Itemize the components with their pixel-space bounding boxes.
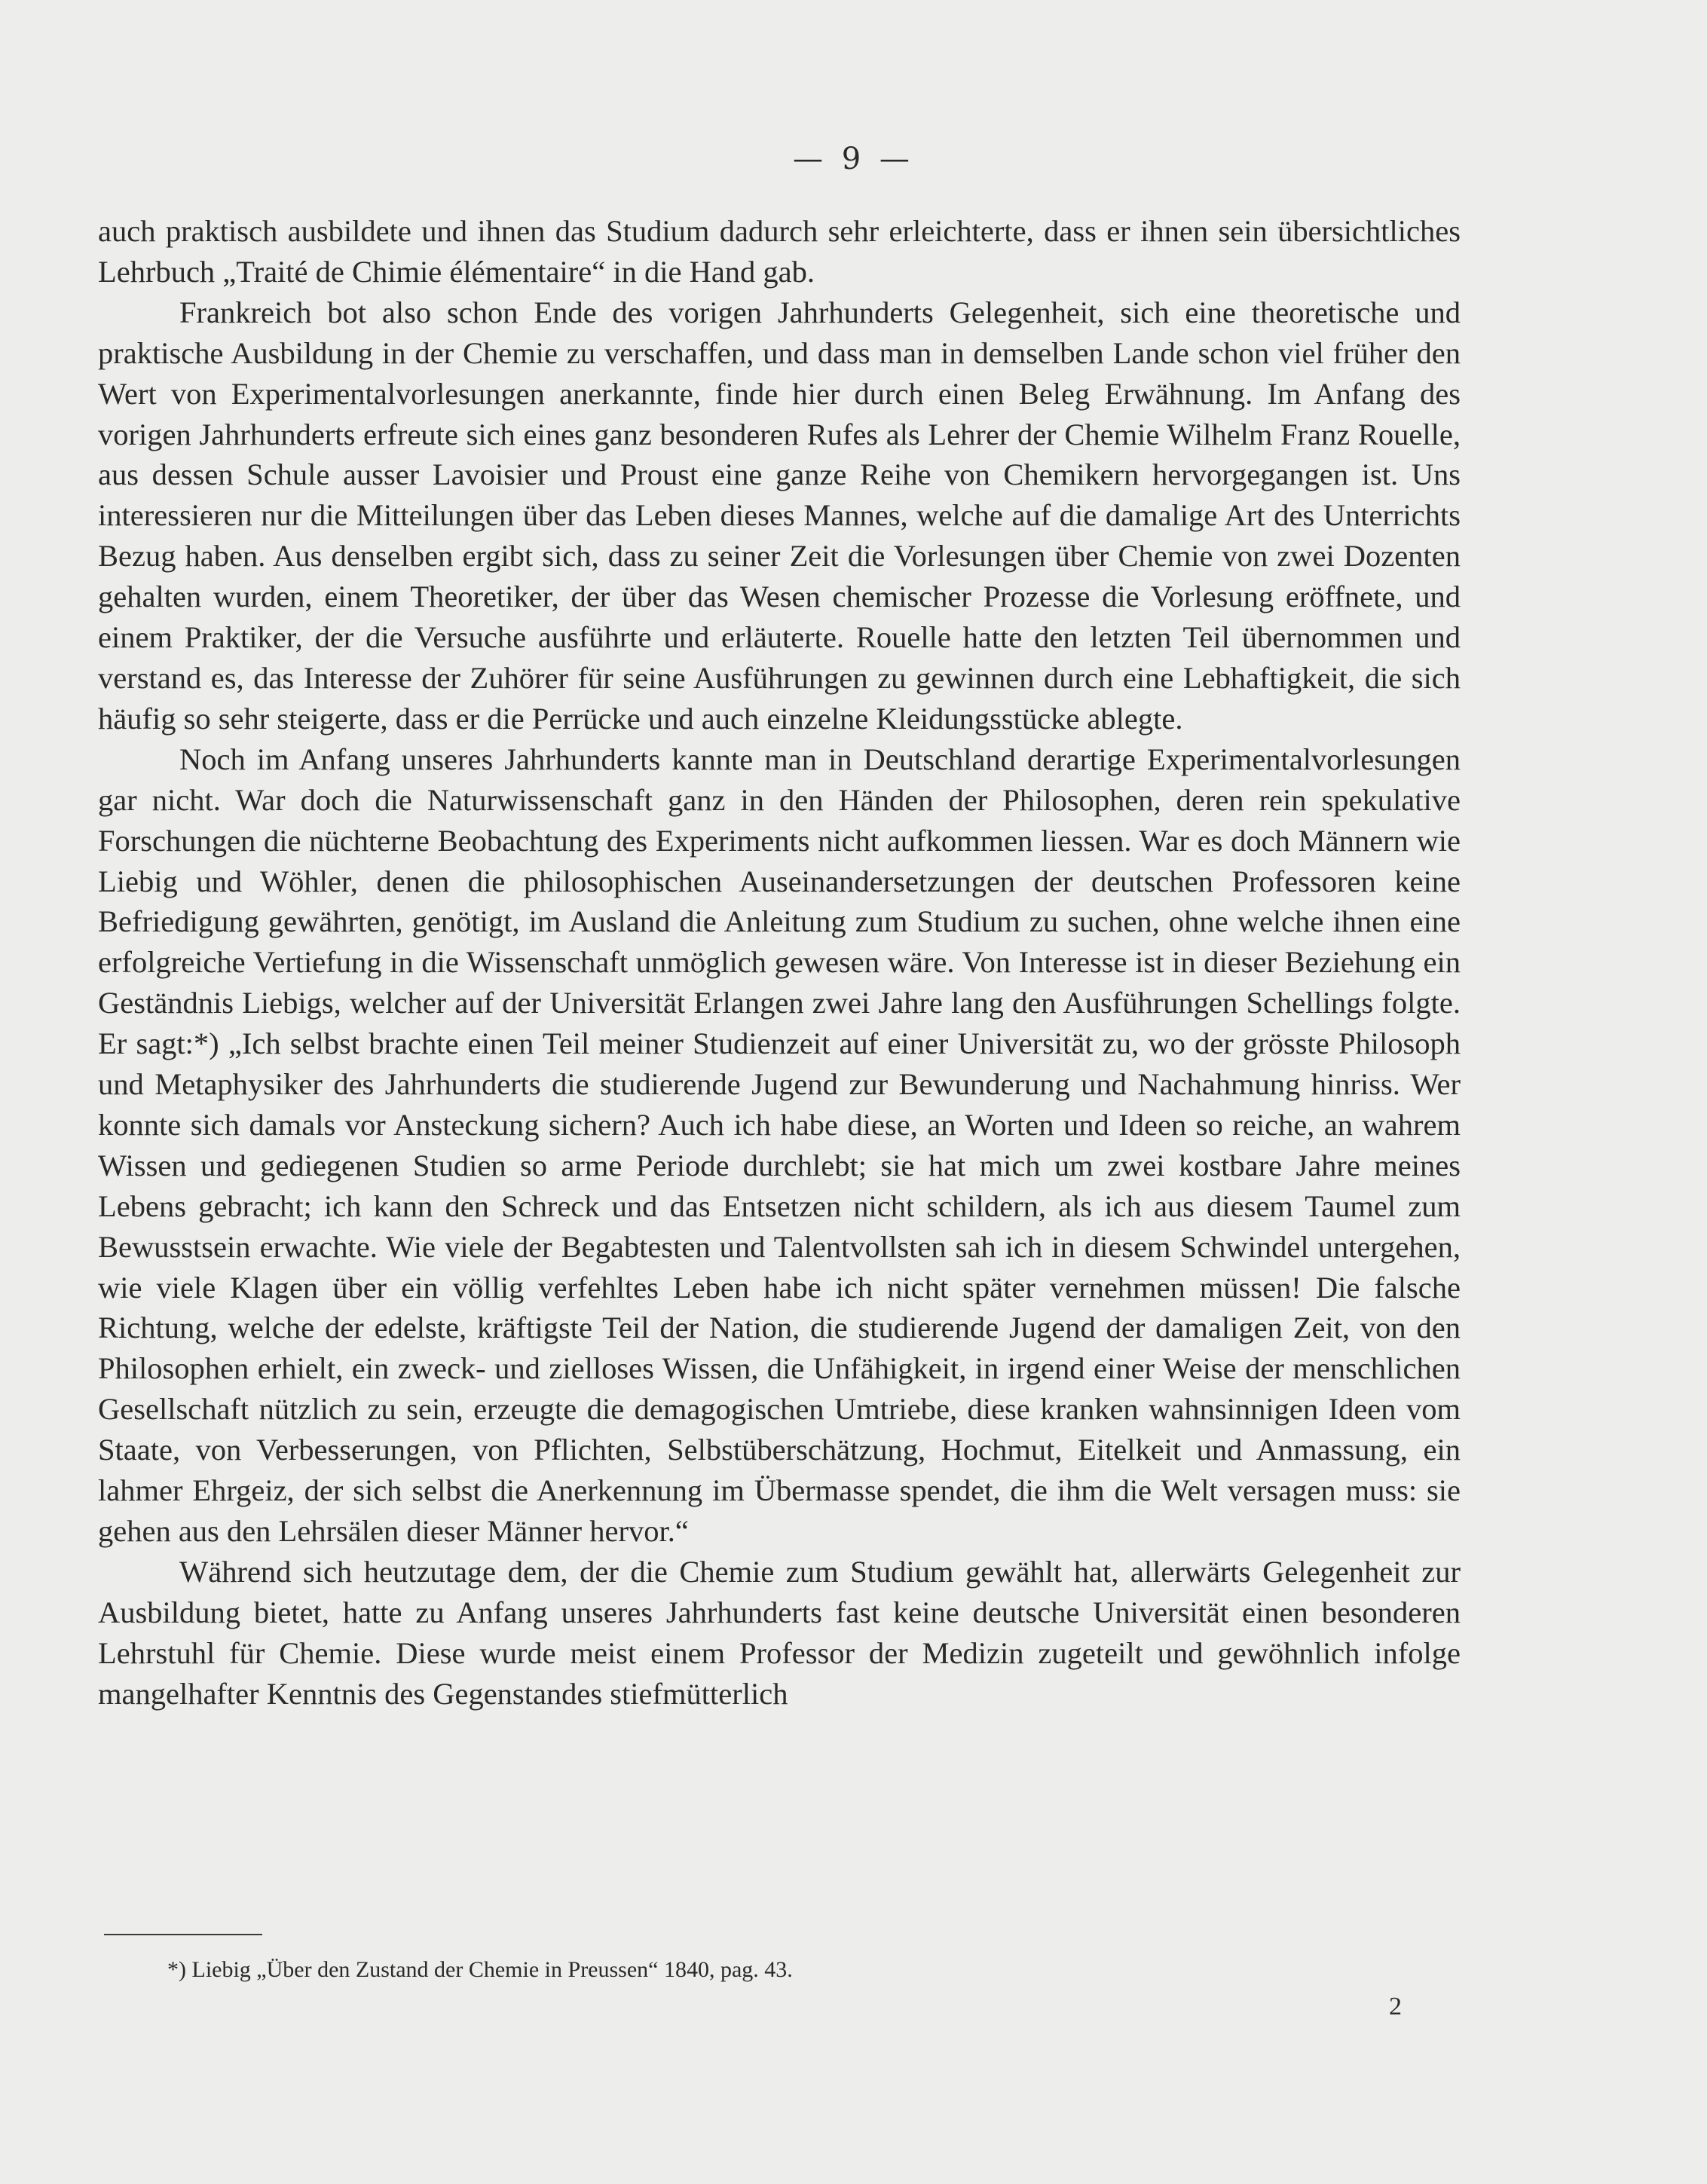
paragraph-liebig-quote: Noch im Anfang unseres Jahrhunderts kannte man in Deutschland derartige Experimentalvorlesungen gar nicht. War doch die Naturwissenschaft ganz in den Händen der Philosophen, deren rein spekulative Forschungen die nüchterne Beobachtung des Experiments nicht aufkommen liessen. War es doch Männern wie Liebig und Wöhler, denen die philosophischen Auseinandersetzungen der deutschen Professoren keine Befriedigung gewährten, genötigt, im Ausland die Anleitung zum Studium zu suchen, ohne welche ihnen eine erfolgreiche Vertiefung in die Wissenschaft unmöglich gewesen wäre. Von Interesse ist in dieser Beziehung ein Geständnis Liebigs, welcher auf der Universität Erlangen zwei Jahre lang den Ausführungen Schellings folgte. Er sagt:*) „Ich selbst brachte einen Teil meiner Studienzeit auf einer Universität zu, wo der grösste Philosoph und Metaphysiker des Jahrhunderts die studierende Jugend zur Bewunderung und Nachahmung hinriss. Wer konnte sich damals vor Ansteckung sichern? Auch ich habe diese, an Worten und Ideen so reiche, an wahrem Wissen und gediegenen Studien so arme Periode durchlebt; sie hat mich um zwei kostbare Jahre meines Lebens gebracht; ich kann den Schreck und das Entsetzen nicht schildern, als ich aus diesem Taumel zum Bewusstsein erwachte. Wie viele der Begabtesten und Talentvollsten sah ich in diesem Schwindel untergehen, wie viele Klagen über ein völlig verfehltes Leben habe ich nicht später vernehmen müssen! Die falsche Richtung, welche der edelste, kräftigste Teil der Nation, die studierende Jugend der damaligen Zeit, von den Philosophen erhielt, ein zweck- und zielloses Wissen, die Unfähigkeit, in irgend einer Weise der menschlichen Gesellschaft nützlich zu sein, erzeugte die demagogischen Umtriebe, diese kranken wahnsinnigen Ideen vom Staate, von Verbesserungen, von Pflichten, Selbstüberschätzung, Hochmut, Eitelkeit und Anmassung, ein lahmer Ehrgeiz, der sich selbst die Anerkennung im Übermasse spendet, die ihm die Welt versagen muss: sie gehen aus den Lehrsälen dieser Männer hervor.“ xyxy=(98,742,1461,1548)
footnote: *) Liebig „Über den Zustand der Chemie in Preussen“ 1840, pag. 43. xyxy=(167,1957,793,1982)
paragraph-rouelle: Frankreich bot also schon Ende des vorigen Jahrhunderts Gelegenheit, sich eine theoretische und praktische Ausbildung in der Chemie zu verschaffen, und dass man in demselben Lande schon viel früher den Wert von Experimentalvorlesungen anerkannte, finde hier durch einen Beleg Erwähnung. Im Anfang des vorigen Jahrhunderts erfreute sich eines ganz besonderen Rufes als Lehrer der Chemie Wilhelm Franz Rouelle, aus dessen Schule ausser Lavoisier und Proust eine ganze Reihe von Chemikern hervorgegangen ist. Uns interessieren nur die Mitteilungen über das Leben dieses Mannes, welche auf die damalige Art des Unterrichts Bezug haben. Aus denselben ergibt sich, dass zu seiner Zeit die Vorlesungen über Chemie von zwei Dozenten gehalten wurden, einem Theoretiker, der über das Wesen chemischer Prozesse die Vorlesung eröffnete, und einem Praktiker, der die Versuche ausführte und erläuterte. Rouelle hatte den letzten Teil übernommen und verstand es, das Interesse der Zuhörer für seine Ausführungen zu gewinnen durch eine Lebhaftigkeit, die sich häufig so sehr steigerte, dass er die Perrücke und auch einzelne Kleidungsstücke ablegte. xyxy=(98,295,1461,736)
paragraph-continuation: auch praktisch ausbildete und ihnen das Studium dadurch sehr erleichterte, dass er ihnen sein übersichtliches Lehrbuch „Traité de Chimie élémentaire“ in die Hand gab. xyxy=(98,214,1461,289)
body-text xyxy=(98,211,1461,1714)
paragraph-lehrstuhl: Während sich heutzutage dem, der die Chemie zum Studium gewählt hat, allerwärts Gelegenheit zur Ausbildung bietet, hatte zu Anfang unseres Jahrhunderts fast keine deutsche Universität einen besonderen Lehrstuhl für Chemie. Diese wurde meist einem Professor der Medizin zugeteilt und gewöhnlich infolge mangelhafter Kenntnis des Gegenstandes stiefmütterlich xyxy=(98,1554,1461,1711)
footnote-divider xyxy=(104,1934,262,1935)
page-number: — 9 — xyxy=(793,142,914,176)
sheet-signature-mark: 2 xyxy=(1389,1993,1402,2020)
